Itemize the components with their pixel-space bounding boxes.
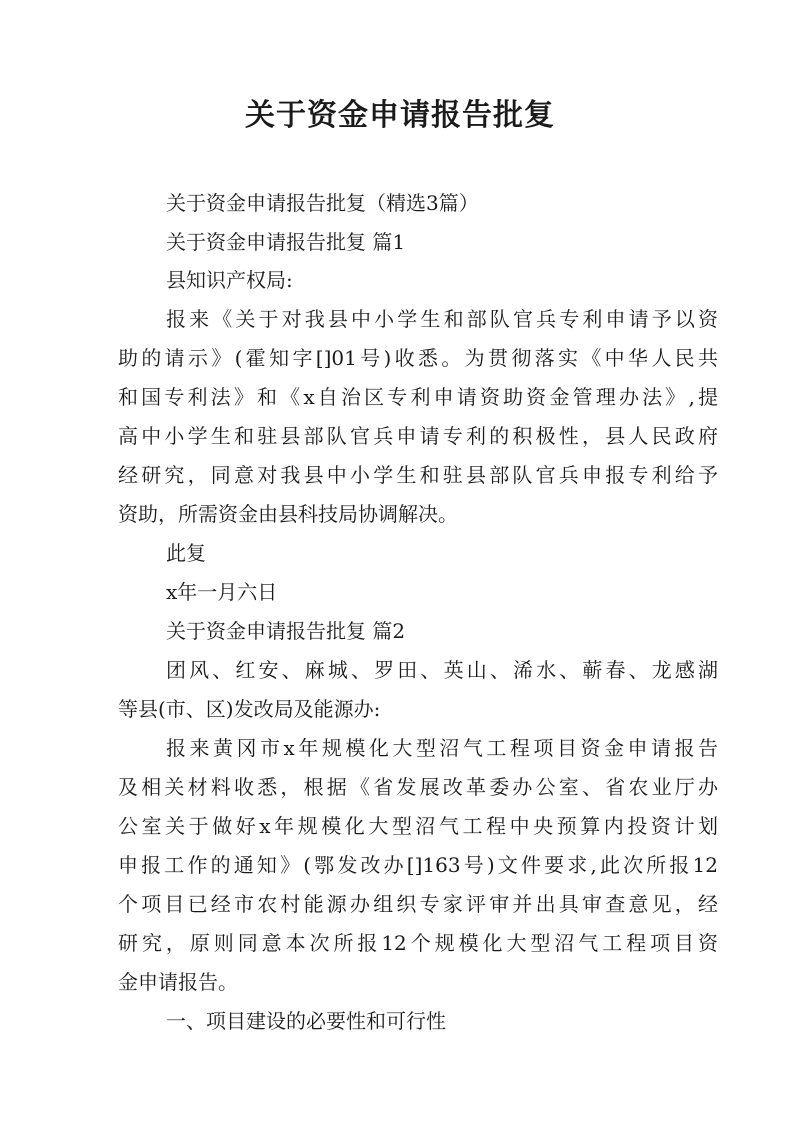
section-heading-3: 一、项目建设的必要性和可行性 (166, 1009, 446, 1033)
body-line: 经研究，同意对我县中小学生和驻县部队官兵申报专利给予 (118, 463, 718, 487)
section-heading-1: 关于资金申请报告批复 篇1 (166, 230, 406, 254)
reply-line: 此复 (166, 541, 206, 565)
body-line: 资助，所需资金由县科技局协调解决。 (118, 502, 458, 526)
body-line: 等县(市、区)发改局及能源办: (118, 697, 381, 721)
section-heading-2: 关于资金申请报告批复 篇2 (166, 619, 406, 643)
body-line: 及相关材料收悉，根据《省发展改革委办公室、省农业厅办 (118, 775, 718, 799)
date-line: x年一月六日 (166, 580, 278, 604)
body-line: 个项目已经市农村能源办组织专家评审并出具审查意见，经 (118, 892, 718, 916)
addressee-line: 县知识产权局: (166, 268, 293, 292)
body-line: 高中小学生和驻县部队官兵申请专利的积极性，县人民政府 (118, 424, 718, 448)
body-line: 报来黄冈市x年规模化大型沼气工程项目资金申请报告 (166, 736, 718, 760)
document-title: 关于资金申请报告批复 (245, 98, 555, 133)
body-line: 研究，原则同意本次所报12个规模化大型沼气工程项目资 (118, 931, 718, 955)
body-line: 助的请示》(霍知字[]01号)收悉。为贯彻落实《中华人民共 (118, 346, 718, 370)
body-line: 金申请报告。 (118, 970, 238, 994)
body-line: 和国专利法》和《x自治区专利申请资助资金管理办法》,提 (118, 385, 718, 409)
body-line: 公室关于做好x年规模化大型沼气工程中央预算内投资计划 (118, 814, 718, 838)
body-line: 申报工作的通知》(鄂发改办[]163号)文件要求,此次所报12 (118, 853, 718, 877)
subtitle-line: 关于资金申请报告批复（精选3篇） (166, 191, 479, 215)
body-line: 团风、红安、麻城、罗田、英山、浠水、蕲春、龙感湖 (166, 658, 718, 682)
body-line: 报来《关于对我县中小学生和部队官兵专利申请予以资 (166, 307, 718, 331)
